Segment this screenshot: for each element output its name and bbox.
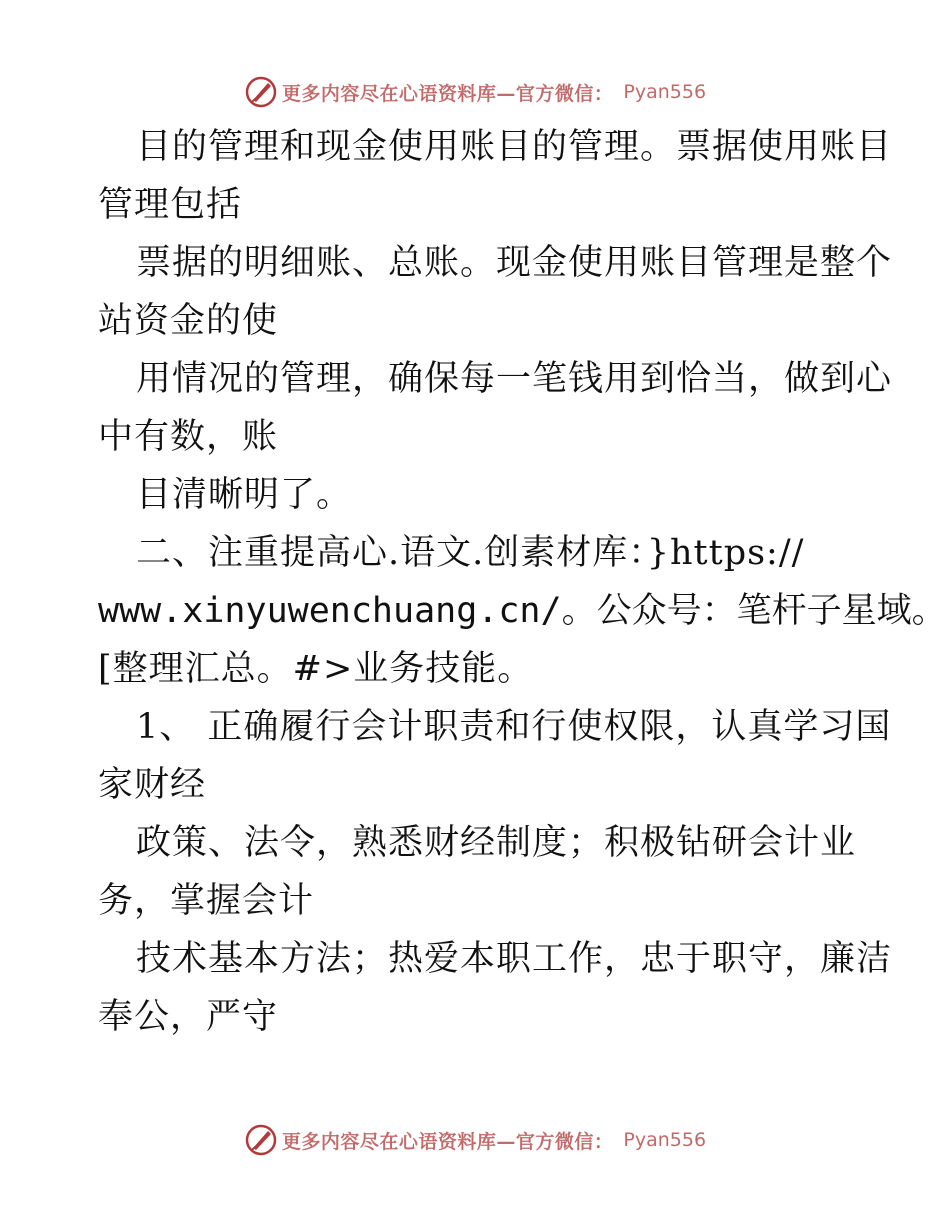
text-line: 目清晰明了。 — [136, 475, 353, 515]
banner-text: 更多内容尽在心语资料库—官方微信： — [281, 82, 614, 105]
text-line: 用情况的管理，确保每一笔钱用到恰当，做到心 — [136, 359, 893, 399]
text-line-url: www.xinyuwenchuang.cn/。公众号：笔杆子星域。 — [98, 591, 947, 631]
banner-text: 更多内容尽在心语资料库—官方微信： — [281, 1130, 614, 1153]
footer-banner — [0, 1120, 950, 1160]
banner-wechat-id: Pyan556 — [623, 81, 707, 103]
text-line: 二、注重提高心.语文.创素材库：}https:// — [136, 533, 805, 573]
text-line: 1、 正确履行会计职责和行使权限，认真学习国 — [136, 707, 892, 747]
text-line: 政策、法令，熟悉财经制度；积极钻研会计业 — [136, 823, 857, 863]
text-line: [整理汇总。#>业务技能。 — [98, 649, 534, 689]
text-line: 目的管理和现金使用账目的管理。票据使用账目 — [136, 127, 893, 167]
text-line: 家财经 — [98, 765, 207, 805]
text-line: 务，掌握会计 — [98, 881, 315, 921]
text-line: 技术基本方法；热爱本职工作，忠于职守，廉洁 — [136, 939, 893, 979]
text-line: 站资金的使 — [98, 301, 279, 341]
text-line: 中有数，账 — [98, 417, 279, 457]
quill-pen-logo-icon — [244, 75, 278, 109]
text-line: 票据的明细账、总账。现金使用账目管理是整个 — [136, 243, 893, 283]
document-body — [98, 118, 947, 1046]
text-line: 奉公，严守 — [98, 997, 279, 1037]
header-banner — [0, 72, 950, 112]
quill-pen-logo-icon — [244, 1123, 278, 1157]
text-line: 管理包括 — [98, 185, 243, 225]
banner-wechat-id: Pyan556 — [623, 1129, 707, 1151]
